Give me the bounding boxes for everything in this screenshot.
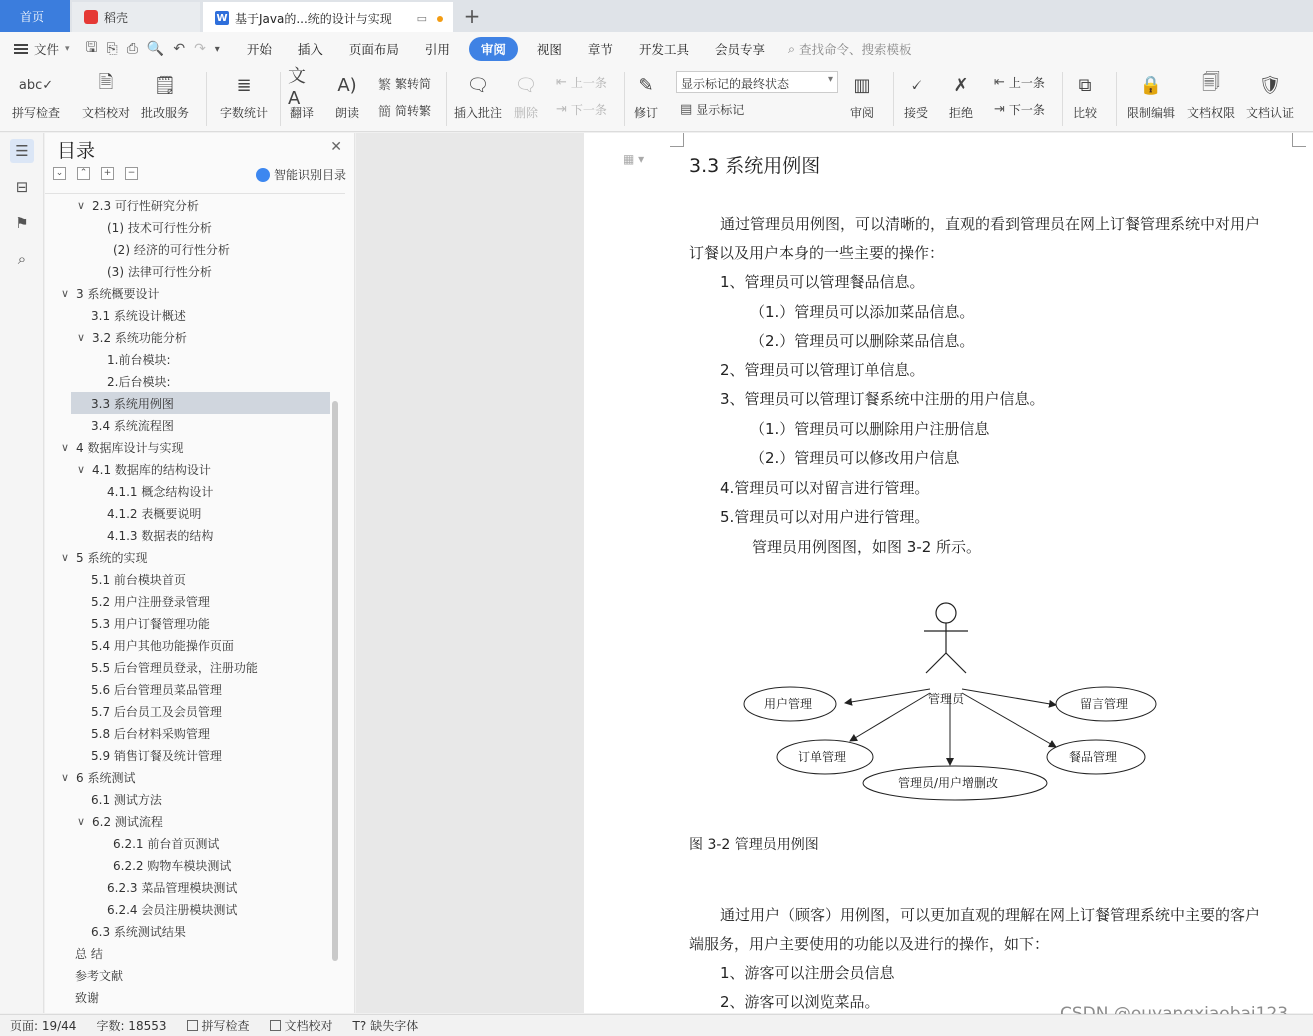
usecase-label: 餐品管理 xyxy=(1068,750,1118,764)
plus-icon[interactable]: + xyxy=(101,167,114,180)
command-search-placeholder: 查找命令、搜索模板 xyxy=(798,42,912,57)
toc-item-label: 1.前台模块: xyxy=(107,352,171,367)
toc-item[interactable] xyxy=(45,986,345,1008)
smart-toc-label: 智能识别目录 xyxy=(273,168,346,182)
page-indicator[interactable]: 页面: 19/44 xyxy=(10,1019,77,1033)
doc-proof-icon: 🗎 xyxy=(98,72,114,93)
toc-item-label: 5.8 后台材料采购管理 xyxy=(91,726,210,741)
compare-button[interactable] xyxy=(1071,70,1099,121)
trad-simp-icon: 繁 xyxy=(378,78,392,93)
toc-item[interactable] xyxy=(45,260,345,282)
reject-button[interactable] xyxy=(947,70,975,121)
menu-page-layout[interactable]: 页面布局 xyxy=(348,42,399,57)
list-item: 1、游客可以注册会员信息 xyxy=(720,964,895,982)
toc-scrollbar[interactable] xyxy=(332,401,338,961)
document-page[interactable] xyxy=(584,133,1313,1013)
doc-cert-icon: 🛡 xyxy=(1258,74,1282,96)
toc-title: 目录 xyxy=(57,140,96,162)
review-pane-label: 审阅 xyxy=(849,106,874,120)
toc-item-label: 致谢 xyxy=(75,990,100,1005)
toc-item-label: 5.7 后台员工及会员管理 xyxy=(91,704,222,719)
missing-font-status[interactable] xyxy=(343,1017,429,1034)
toc-item-label: 6.2.3 菜品管理模块测试 xyxy=(107,880,238,895)
chevron-down-icon[interactable]: ∨ xyxy=(60,550,70,564)
chevron-down-icon: ▾ xyxy=(65,44,70,54)
toc-item-label: 6.2 测试流程 xyxy=(92,814,163,829)
doc-permission-label: 文档权限 xyxy=(1187,106,1236,120)
search-icon[interactable]: ⌕ xyxy=(17,250,27,268)
toc-item-label: 5.6 后台管理员菜品管理 xyxy=(91,682,222,697)
track-changes-label: 修订 xyxy=(633,106,658,120)
toc-item[interactable] xyxy=(45,656,345,678)
toc-item[interactable] xyxy=(45,238,345,260)
prev-change-icon: ⇤ xyxy=(994,75,1005,90)
lock-doc-icon: 🔒 xyxy=(1139,74,1163,96)
menu-references[interactable]: 引用 xyxy=(424,42,450,57)
toc-item-label: 2.3 可行性研究分析 xyxy=(92,198,199,213)
close-icon[interactable]: ✕ xyxy=(330,139,342,155)
print-icon[interactable]: ⎙ xyxy=(126,41,138,57)
toc-item[interactable] xyxy=(45,920,345,942)
toc-item-label: 3.4 系统流程图 xyxy=(91,418,174,433)
list-item: 2、管理员可以管理订单信息。 xyxy=(720,361,925,379)
toc-item[interactable] xyxy=(45,744,345,766)
file-menu-label: 文件 xyxy=(34,42,60,57)
prev-change-button[interactable] xyxy=(994,74,1045,91)
toc-item-label: 3.1 系统设计概述 xyxy=(91,308,186,323)
paragraph-line: 通过管理员用例图，可以清晰的，直观的看到管理员在网上订餐管理系统中对用户 xyxy=(720,215,1261,233)
proof-status[interactable] xyxy=(260,1017,343,1034)
search-icon: ⌕ xyxy=(787,41,795,56)
toc-item[interactable] xyxy=(45,370,345,392)
translate-icon: 文A xyxy=(288,65,306,109)
list-item: 1、管理员可以管理餐品信息。 xyxy=(720,273,925,291)
doc-cert-label: 文档认证 xyxy=(1246,106,1295,120)
review-pane-icon: ▥ xyxy=(853,74,871,96)
restrict-edit-button[interactable] xyxy=(1127,70,1175,121)
status-bar xyxy=(0,1014,1313,1036)
simp-trad-icon: 簡 xyxy=(378,105,392,120)
markup-state-select[interactable]: 显示标记的最终状态 ▾ xyxy=(676,71,838,93)
redo-icon[interactable]: ↷ xyxy=(194,41,206,57)
toc-item-label: 5.3 用户订餐管理功能 xyxy=(91,616,210,631)
menu-section[interactable]: 章节 xyxy=(587,42,613,57)
usecase-label: 订单管理 xyxy=(797,750,847,764)
toc-item[interactable] xyxy=(45,964,345,986)
title-bar xyxy=(0,0,1313,32)
toc-item[interactable] xyxy=(45,568,345,590)
delete-comment-label: 删除 xyxy=(513,106,538,120)
usecase-label: 留言管理 xyxy=(1079,697,1129,711)
toc-item-label: 6 系统测试 xyxy=(76,770,136,785)
toc-item[interactable] xyxy=(45,612,345,634)
toc-item[interactable] xyxy=(45,678,345,700)
menu-view[interactable]: 视图 xyxy=(536,42,562,57)
read-aloud-icon: A) xyxy=(337,74,357,96)
font-icon: T? xyxy=(352,1018,367,1033)
track-changes-button[interactable] xyxy=(632,70,660,121)
list-item: （1.）管理员可以删除用户注册信息 xyxy=(750,420,990,438)
doc-cert-button[interactable] xyxy=(1246,70,1294,121)
chevron-down-icon[interactable]: ∨ xyxy=(60,770,70,784)
toc-item-label: 5.1 前台模块首页 xyxy=(91,572,186,587)
next-change-label: 下一条 xyxy=(1008,103,1045,117)
chevron-down-icon[interactable]: ∨ xyxy=(76,462,86,476)
export-icon[interactable]: ⎘ xyxy=(106,41,118,57)
list-item: （2.）管理员可以修改用户信息 xyxy=(750,449,960,467)
spell-check-button[interactable] xyxy=(12,70,60,121)
menu-insert[interactable]: 插入 xyxy=(297,42,323,57)
chevron-down-icon[interactable]: ∨ xyxy=(76,330,86,344)
chevron-down-icon[interactable]: ∨ xyxy=(76,814,86,828)
usecase-label: 用户管理 xyxy=(763,697,813,711)
undo-icon[interactable]: ↶ xyxy=(173,41,186,57)
reject-label: 拒绝 xyxy=(948,106,973,120)
batch-service-icon: 🗒 xyxy=(153,74,177,96)
paragraph-handle-icon[interactable]: ▦ ▾ xyxy=(623,152,645,166)
tab-daoke-label: 稻壳 xyxy=(104,10,129,25)
toc-item-label: 4 数据库设计与实现 xyxy=(76,440,184,455)
toc-list xyxy=(45,193,345,1008)
toc-item[interactable] xyxy=(45,216,345,238)
toc-item-label: 6.1 测试方法 xyxy=(91,792,162,807)
minus-icon[interactable]: − xyxy=(125,167,138,180)
word-count-indicator[interactable]: 字数: 18553 xyxy=(96,1019,167,1033)
toc-item[interactable] xyxy=(45,480,345,502)
command-search[interactable] xyxy=(788,40,912,58)
toc-item-label: 3 系统概要设计 xyxy=(76,286,160,301)
toc-item-label: 4.1.1 概念结构设计 xyxy=(107,484,214,499)
simp-to-trad-label: 简转繁 xyxy=(395,104,432,118)
section-heading: 3.3 系统用例图 xyxy=(689,155,821,177)
menu-member[interactable]: 会员专享 xyxy=(714,42,765,57)
toc-item[interactable] xyxy=(45,436,345,458)
use-case-diagram xyxy=(730,595,1170,805)
doc-proof-button[interactable] xyxy=(82,70,130,121)
prev-comment-icon: ⇤ xyxy=(556,75,567,90)
next-change-button[interactable] xyxy=(994,101,1045,118)
translate-button[interactable] xyxy=(288,65,316,121)
toc-item-label: 2.后台模块: xyxy=(107,374,171,389)
toc-item[interactable] xyxy=(45,700,345,722)
next-change-icon: ⇥ xyxy=(994,102,1005,117)
toc-item[interactable] xyxy=(45,590,345,612)
comment-delete-icon: 🗨 xyxy=(514,74,538,96)
accept-icon: 🗸 xyxy=(909,74,923,96)
toc-item-label: 4.1 数据库的结构设计 xyxy=(92,462,211,477)
left-rail xyxy=(0,133,44,1013)
toc-item-label: 3.2 系统功能分析 xyxy=(92,330,187,345)
trad-to-simp-button[interactable] xyxy=(378,74,431,93)
accept-label: 接受 xyxy=(903,106,928,120)
tab-document-label: 基于Java的...统的设计与实现 xyxy=(235,11,392,26)
menu-developer[interactable]: 开发工具 xyxy=(638,42,689,57)
comment-add-icon: 🗨 xyxy=(466,74,490,96)
chevron-down-icon[interactable]: ∨ xyxy=(60,286,70,300)
toc-item[interactable] xyxy=(45,634,345,656)
toc-item-label: 参考文献 xyxy=(75,968,124,983)
toc-item[interactable] xyxy=(45,810,345,832)
translate-label: 翻译 xyxy=(289,106,314,120)
toc-item[interactable] xyxy=(45,502,345,524)
read-aloud-label: 朗读 xyxy=(334,106,359,120)
toc-item-label: (1) 技术可行性分析 xyxy=(107,220,212,235)
checkbox-icon xyxy=(187,1020,198,1031)
collapse-all-icon[interactable]: ⌄ xyxy=(53,167,66,180)
spell-check-label: 拼写检查 xyxy=(12,106,61,120)
toc-item-label: 4.1.3 数据表的结构 xyxy=(107,528,214,543)
ribbon-review xyxy=(0,66,1313,132)
restrict-edit-label: 限制编辑 xyxy=(1127,106,1176,120)
menu-bar xyxy=(0,32,1313,66)
toc-item-label: (3) 法律可行性分析 xyxy=(107,264,212,279)
page-corner-right xyxy=(1292,133,1306,147)
toc-item[interactable] xyxy=(45,722,345,744)
list-item: （1.）管理员可以添加菜品信息。 xyxy=(750,303,975,321)
batch-service-label: 批改服务 xyxy=(141,106,190,120)
tab-home-label: 首页 xyxy=(20,9,45,24)
list-item: 2、游客可以浏览菜品。 xyxy=(720,993,880,1011)
menu-review[interactable]: 审阅 xyxy=(469,37,518,61)
paragraph-line: 端服务，用户主要使用的功能以及进行的操作，如下： xyxy=(689,935,1050,953)
tab-daoke[interactable] xyxy=(72,2,200,32)
toc-item[interactable] xyxy=(45,766,345,788)
save-icon[interactable]: 🖫 xyxy=(85,40,98,56)
list-item: 3、管理员可以管理订餐系统中注册的用户信息。 xyxy=(720,390,1045,408)
toc-item[interactable] xyxy=(45,788,345,810)
read-aloud-button[interactable] xyxy=(333,70,361,121)
show-markup-button[interactable] xyxy=(680,101,744,118)
word-doc-icon: W xyxy=(216,12,228,24)
doc-permission-icon: 🗐 xyxy=(1202,72,1220,93)
toc-item-label: 6.2.2 购物车模块测试 xyxy=(113,858,232,873)
print-preview-icon[interactable]: 🔍 xyxy=(146,41,165,57)
prev-comment-button[interactable] xyxy=(556,74,607,91)
toc-panel xyxy=(45,133,355,1013)
trad-to-simp-label: 繁转简 xyxy=(395,77,432,91)
toc-item[interactable] xyxy=(45,546,345,568)
simp-to-trad-button[interactable] xyxy=(378,101,431,120)
bookmark-icon[interactable]: ⚑ xyxy=(15,214,29,232)
prev-change-label: 上一条 xyxy=(1008,76,1045,90)
batch-service-button[interactable] xyxy=(141,70,189,121)
track-changes-icon: ✎ xyxy=(638,74,654,96)
toc-item-label: 5.2 用户注册登录管理 xyxy=(91,594,210,609)
toc-item[interactable] xyxy=(45,854,345,876)
toc-item-label: 5.9 销售订餐及统计管理 xyxy=(91,748,222,763)
file-menu[interactable] xyxy=(0,40,82,58)
toc-item-label: 3.3 系统用例图 xyxy=(91,396,174,411)
next-comment-label: 下一条 xyxy=(570,103,607,117)
toc-item-label: 5.4 用户其他功能操作页面 xyxy=(91,638,234,653)
toc-item-label: 4.1.2 表概要说明 xyxy=(107,506,202,521)
insert-comment-button[interactable] xyxy=(454,70,502,121)
list-item: （2.）管理员可以删除菜品信息。 xyxy=(750,332,975,350)
doc-proof-label: 文档校对 xyxy=(82,106,131,120)
toc-item-label: 6.2.4 会员注册模块测试 xyxy=(107,902,238,917)
show-markup-icon: ▤ xyxy=(680,102,693,117)
review-pane-button[interactable] xyxy=(848,70,876,121)
word-count-icon: ≣ xyxy=(236,74,252,96)
show-markup-label: 显示标记 xyxy=(696,103,745,117)
reject-icon: ✗ xyxy=(953,74,969,96)
toc-item[interactable] xyxy=(71,392,330,414)
tab-home[interactable] xyxy=(0,0,70,32)
unsaved-dot-icon xyxy=(437,16,443,22)
quick-access-toolbar xyxy=(82,37,234,61)
prev-comment-label: 上一条 xyxy=(570,76,607,90)
toc-item[interactable] xyxy=(45,304,345,326)
toc-item[interactable] xyxy=(45,282,345,304)
toc-item-label: 6.3 系统测试结果 xyxy=(91,924,186,939)
list-item: 5.管理员可以对用户进行管理。 xyxy=(720,508,930,526)
toc-item[interactable] xyxy=(45,898,345,920)
toc-item[interactable] xyxy=(45,326,345,348)
window-icon[interactable]: ▭ xyxy=(416,12,427,25)
toc-item[interactable] xyxy=(45,194,345,216)
abc-spell-icon: abc✓ xyxy=(18,77,54,93)
hamburger-icon xyxy=(14,44,28,54)
accept-button[interactable] xyxy=(902,70,930,121)
actor-figure xyxy=(924,603,968,673)
paragraph-line: 订餐以及用户本身的一些主要的操作： xyxy=(689,244,945,262)
toc-item[interactable] xyxy=(45,832,345,854)
figure-reference: 管理员用例图图，如图 3-2 所示。 xyxy=(752,538,982,556)
menu-start[interactable]: 开始 xyxy=(246,42,272,57)
delete-comment-button[interactable] xyxy=(512,70,540,121)
new-tab-button[interactable]: + xyxy=(463,4,481,28)
toc-tools xyxy=(53,167,138,180)
tab-document[interactable] xyxy=(203,2,453,32)
outline-icon[interactable]: ⊟ xyxy=(15,178,29,196)
word-count-label: 字数统计 xyxy=(220,106,269,120)
spell-check-status-label: 拼写检查 xyxy=(201,1019,250,1033)
next-comment-button[interactable] xyxy=(556,101,607,118)
doc-permission-button[interactable] xyxy=(1187,70,1235,121)
smart-toc-icon xyxy=(256,168,270,182)
toc-item-label: 5.5 后台管理员登录，注册功能 xyxy=(91,660,258,675)
insert-comment-label: 插入批注 xyxy=(454,106,503,120)
customize-icon[interactable]: ▾ xyxy=(214,43,220,55)
toc-item[interactable] xyxy=(45,414,345,436)
toc-item-label: 6.2.1 前台首页测试 xyxy=(113,836,220,851)
toc-item[interactable] xyxy=(45,458,345,480)
toc-item-label: 5 系统的实现 xyxy=(76,550,148,565)
toc-item-label: (2) 经济的可行性分析 xyxy=(113,242,230,257)
missing-font-label: 缺失字体 xyxy=(370,1019,419,1033)
usecase-label: 管理员/用户增删改 xyxy=(897,776,999,790)
toc-item[interactable] xyxy=(45,348,345,370)
toc-item-label: 总 结 xyxy=(75,946,103,961)
daoke-icon xyxy=(84,10,98,24)
chevron-down-icon[interactable]: ∨ xyxy=(60,440,70,454)
smart-toc-button[interactable] xyxy=(256,166,346,183)
page-corner-left xyxy=(670,133,684,147)
expand-all-icon[interactable]: ⌃ xyxy=(77,167,90,180)
toc-item[interactable] xyxy=(45,524,345,546)
next-comment-icon: ⇥ xyxy=(556,102,567,117)
toc-item[interactable] xyxy=(45,942,345,964)
proof-status-label: 文档校对 xyxy=(284,1019,333,1033)
actor-label: 管理员 xyxy=(927,692,965,706)
chevron-down-icon[interactable]: ∨ xyxy=(76,198,86,212)
checkbox-icon xyxy=(270,1020,281,1031)
compare-icon: ⧉ xyxy=(1078,74,1092,96)
figure-caption: 图 3-2 管理员用例图 xyxy=(689,837,819,853)
toc-item[interactable] xyxy=(45,876,345,898)
word-count-button[interactable] xyxy=(220,70,268,121)
toc-view-icon[interactable]: ☰ xyxy=(10,139,34,163)
spell-check-status[interactable] xyxy=(177,1017,260,1034)
list-item: 4.管理员可以对留言进行管理。 xyxy=(720,479,930,497)
compare-label: 比较 xyxy=(1072,106,1097,120)
paragraph-line: 通过用户（顾客）用例图，可以更加直观的理解在网上订餐管理系统中主要的客户 xyxy=(720,906,1261,924)
